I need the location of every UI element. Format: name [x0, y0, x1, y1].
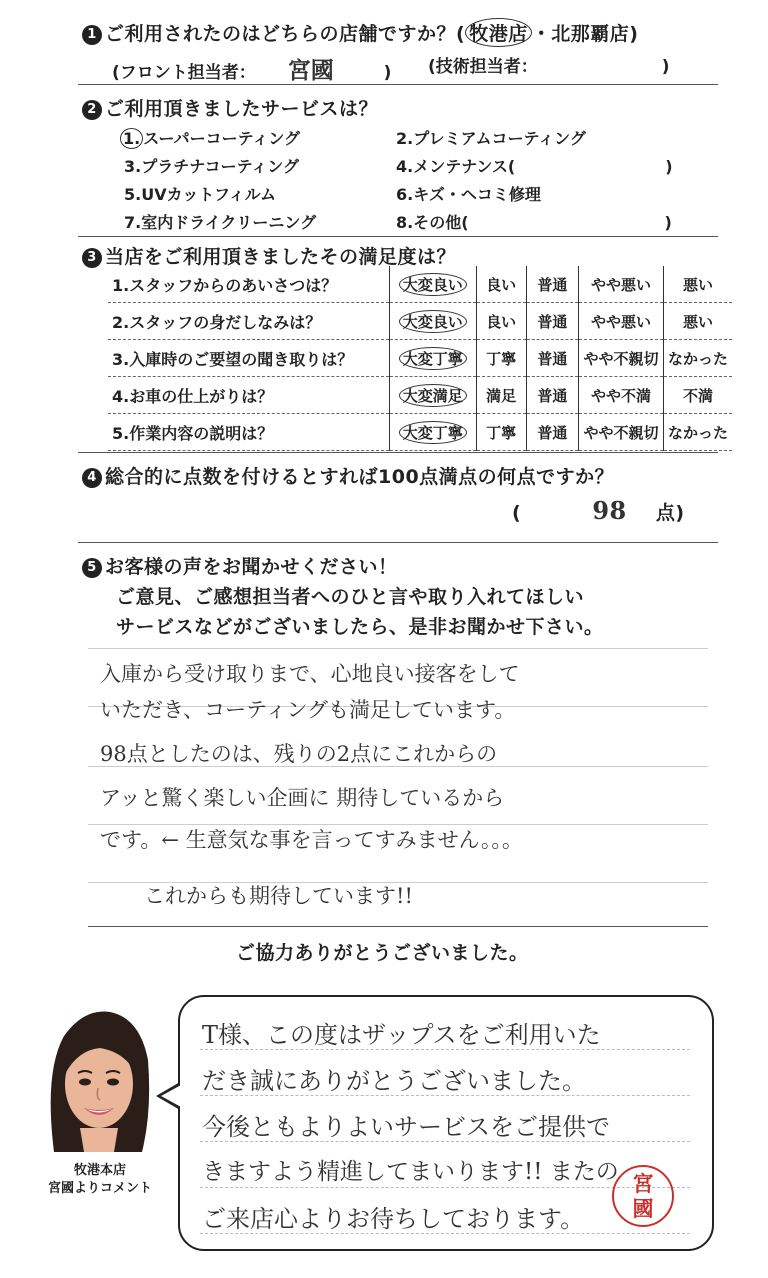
- q4-number: 4: [82, 468, 102, 488]
- store-other: 北那覇店: [551, 23, 630, 45]
- staff-comment-line: きますよう精進してまいります!! またの: [202, 1159, 619, 1185]
- rating-cell: やや悪い: [579, 303, 664, 340]
- thanks-message: ご協力ありがとうございました。: [236, 942, 529, 964]
- staff-comment-line: ご来店心よりお待ちしております。: [202, 1205, 585, 1233]
- rating-question: 3.入庫時のご要望の聞き取りは？: [108, 340, 390, 377]
- service-option-5: 5.UVカットフィルム: [124, 185, 277, 204]
- service-option-8: 8.その他( ): [396, 213, 672, 232]
- service-option-4: 4.メンテナンス( ): [396, 157, 673, 176]
- rating-cell: 普通: [526, 303, 578, 340]
- staff-avatar: [40, 1002, 158, 1158]
- ruled-line: [88, 648, 708, 649]
- speech-bubble-tail-inner: [161, 1085, 181, 1107]
- rating-cell: 満足: [476, 377, 526, 414]
- staff-comment-line: だき誠にありがとうございました。: [202, 1067, 586, 1095]
- table-row: [108, 340, 732, 377]
- rating-cell: 普通: [526, 377, 578, 414]
- q3-question: 3 当店をご利用頂きましたその満足度は？: [82, 242, 456, 269]
- service-option-2: 2.プレミアムコーティング: [396, 129, 586, 148]
- front-staff-row: (フロント担当者： 宮國 ): [112, 57, 392, 84]
- staff-comment-line: T様、この度はザップスをご利用いた: [202, 1021, 601, 1049]
- rating-cell-selected: 大変丁寧: [390, 340, 476, 377]
- service-option-1: 1. スーパーコーティング: [120, 126, 300, 149]
- q5-instructions-line3: サービスなどがございましたら、是非お聞かせ下さい。: [116, 616, 604, 638]
- rating-cell: 良い: [476, 303, 526, 340]
- staff-comment-line: 今後ともよりよいサービスをご提供で: [202, 1113, 610, 1141]
- q1-question: 1 ご利用されたのはどちらの店舗ですか？( 牧港店 ・北那覇店): [82, 18, 638, 47]
- service-option-6: 6.キズ・ヘコミ修理: [396, 185, 541, 204]
- rating-cell: やや不満: [579, 377, 664, 414]
- table-row: [108, 414, 732, 451]
- q5-instructions-line2: ご意見、ご感想担当者へのひと言や取り入れてほしい: [116, 586, 585, 608]
- survey-sheet: [68, 4, 732, 980]
- tech-staff-row: (技術担当者： ): [428, 57, 670, 77]
- customer-comment-line: アッと驚く楽しい企画に 期待しているから: [100, 786, 505, 810]
- q1-number: 1: [82, 25, 102, 45]
- rating-cell: 悪い: [663, 303, 732, 340]
- rating-cell-selected: 大変良い: [390, 303, 476, 340]
- divider: [78, 542, 718, 543]
- score-row: ( 98 点): [512, 496, 685, 525]
- q4-question: 4 総合的に点数を付けるとすれば100点満点の何点ですか？: [82, 462, 614, 489]
- customer-comment-line: です。← 生意気な事を言ってすみません。。。: [100, 828, 523, 852]
- name-seal-stamp: 宮國: [612, 1165, 674, 1227]
- rating-cell: 不満: [663, 377, 732, 414]
- table-row: [108, 377, 732, 414]
- rating-cell-selected: 大変良い: [390, 266, 476, 303]
- service-option-3: 3.プラチナコーティング: [124, 157, 299, 176]
- service-option-7: 7.室内ドライクリーニング: [124, 213, 317, 232]
- staff-caption: 牧港本店 宮國よりコメント: [47, 1163, 152, 1196]
- rating-cell: 悪い: [663, 266, 732, 303]
- rating-cell: 普通: [526, 414, 578, 451]
- customer-comment-line: 入庫から受け取りまで、心地良い接客をして: [100, 662, 520, 686]
- table-row: [108, 303, 732, 340]
- q2-question: 2 ご利用頂きましたサービスは？: [82, 94, 378, 121]
- customer-comment-line: 98点としたのは、残りの2点にこれからの: [100, 742, 498, 766]
- score-value: 98: [592, 496, 627, 525]
- q5-question: 5 お客様の声をお聞かせください！: [82, 552, 398, 579]
- rating-cell: やや悪い: [579, 266, 664, 303]
- q3-number: 3: [82, 248, 102, 268]
- rating-question: 2.スタッフの身だしなみは？: [108, 303, 390, 340]
- q5-number: 5: [82, 558, 102, 578]
- customer-comment-line: いただき、コーティングも満足しています。: [100, 698, 516, 722]
- rating-cell-selected: 大変丁寧: [390, 414, 476, 451]
- rating-cell: 丁寧: [476, 340, 526, 377]
- store-selected: 牧港店: [465, 18, 532, 47]
- divider: [88, 926, 708, 927]
- rating-question: 4.お車の仕上がりは？: [108, 377, 390, 414]
- divider: [78, 84, 718, 85]
- customer-comment-line: これからも期待しています!!: [144, 884, 413, 908]
- divider: [78, 452, 718, 453]
- divider: [78, 236, 718, 237]
- rating-cell: やや不親切: [579, 414, 664, 451]
- rating-cell: 普通: [526, 266, 578, 303]
- rating-cell: 良い: [476, 266, 526, 303]
- rating-question: 5.作業内容の説明は？: [108, 414, 390, 451]
- q2-number: 2: [82, 100, 102, 120]
- front-staff-name: 宮國: [287, 57, 334, 84]
- rating-cell: 丁寧: [476, 414, 526, 451]
- table-row: [108, 266, 732, 303]
- rating-cell: なかった: [663, 340, 732, 377]
- rating-cell: なかった: [663, 414, 732, 451]
- satisfaction-table: [108, 266, 732, 451]
- rating-cell: やや不親切: [579, 340, 664, 377]
- rating-cell-selected: 大変満足: [390, 377, 476, 414]
- rating-cell: 普通: [526, 340, 578, 377]
- rating-question: 1.スタッフからのあいさつは？: [108, 266, 390, 303]
